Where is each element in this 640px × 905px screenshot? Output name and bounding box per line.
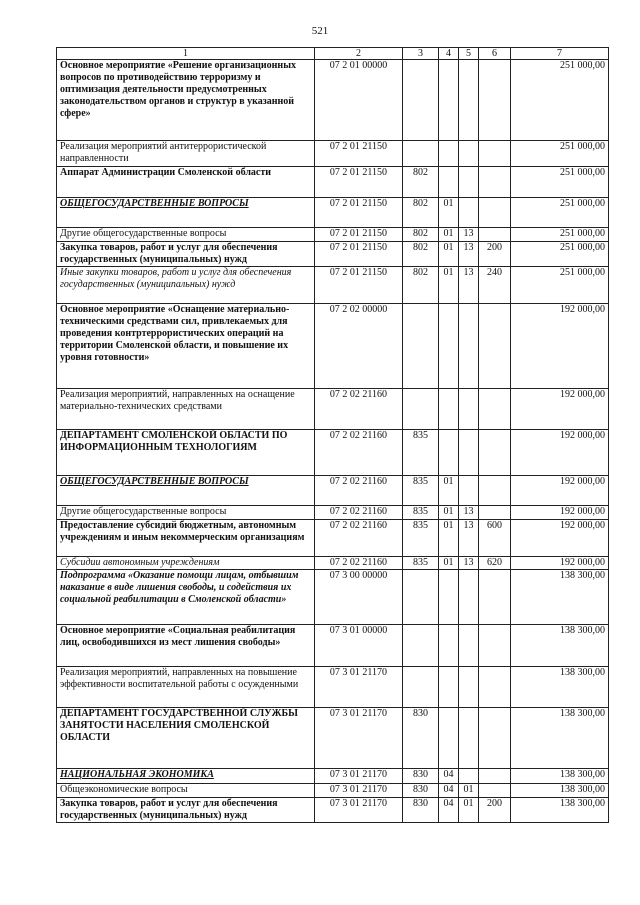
- amount: 138 300,00: [511, 798, 609, 823]
- row-name: ОБЩЕГОСУДАРСТВЕННЫЕ ВОПРОСЫ: [57, 476, 315, 506]
- table-row: [57, 667, 609, 708]
- column-number-row: [57, 48, 609, 60]
- table-row: [57, 198, 609, 228]
- target-article-code: 07 3 01 21170: [315, 667, 403, 708]
- department-code: 835: [403, 557, 439, 570]
- target-article-code: 07 2 02 21160: [315, 476, 403, 506]
- table-row: [57, 557, 609, 570]
- amount: 138 300,00: [511, 708, 609, 769]
- expense-type-code: [479, 141, 511, 167]
- subsection-code: [459, 304, 479, 389]
- department-code: [403, 667, 439, 708]
- target-article-code: 07 3 00 00000: [315, 570, 403, 625]
- department-code: 835: [403, 506, 439, 520]
- section-code: 01: [439, 267, 459, 304]
- column-number: 5: [459, 48, 479, 60]
- row-name: Основное мероприятие «Оснащение материально-техническими средствами сил, привлекаемых для проведения контртеррористических операций на территории Смоленской области, и повышение их уровня готовности»: [57, 304, 315, 389]
- table-row: [57, 784, 609, 798]
- target-article-code: 07 3 01 21170: [315, 769, 403, 784]
- expense-type-code: [479, 476, 511, 506]
- department-code: [403, 625, 439, 667]
- table-row: [57, 798, 609, 823]
- subsection-code: [459, 708, 479, 769]
- department-code: [403, 141, 439, 167]
- expense-type-code: [479, 430, 511, 476]
- row-name: Общеэкономические вопросы: [57, 784, 315, 798]
- table-row: [57, 520, 609, 557]
- table-row: [57, 304, 609, 389]
- department-code: 830: [403, 784, 439, 798]
- subsection-code: [459, 141, 479, 167]
- target-article-code: 07 3 01 21170: [315, 798, 403, 823]
- amount: 138 300,00: [511, 625, 609, 667]
- subsection-code: 01: [459, 784, 479, 798]
- section-code: 01: [439, 228, 459, 242]
- department-code: [403, 304, 439, 389]
- amount: 251 000,00: [511, 267, 609, 304]
- expense-type-code: 200: [479, 798, 511, 823]
- target-article-code: 07 2 02 21160: [315, 557, 403, 570]
- department-code: 830: [403, 708, 439, 769]
- section-code: 04: [439, 769, 459, 784]
- department-code: 830: [403, 798, 439, 823]
- subsection-code: 13: [459, 228, 479, 242]
- section-code: 01: [439, 476, 459, 506]
- column-number: 6: [479, 48, 511, 60]
- table-row: [57, 389, 609, 430]
- expense-type-code: [479, 506, 511, 520]
- department-code: 802: [403, 242, 439, 267]
- row-name: Реализация мероприятий антитеррористической направленности: [57, 141, 315, 167]
- row-name: Другие общегосударственные вопросы: [57, 506, 315, 520]
- row-name: ДЕПАРТАМЕНТ ГОСУДАРСТВЕННОЙ СЛУЖБЫ ЗАНЯТОСТИ НАСЕЛЕНИЯ СМОЛЕНСКОЙ ОБЛАСТИ: [57, 708, 315, 769]
- amount: 192 000,00: [511, 389, 609, 430]
- subsection-code: [459, 60, 479, 141]
- target-article-code: 07 2 01 21150: [315, 141, 403, 167]
- target-article-code: 07 2 01 21150: [315, 267, 403, 304]
- expense-type-code: 600: [479, 520, 511, 557]
- section-code: [439, 570, 459, 625]
- row-name: ДЕПАРТАМЕНТ СМОЛЕНСКОЙ ОБЛАСТИ ПО ИНФОРМАЦИОННЫМ ТЕХНОЛОГИЯМ: [57, 430, 315, 476]
- target-article-code: 07 3 01 00000: [315, 625, 403, 667]
- table-row: [57, 570, 609, 625]
- row-name: Подпрограмма «Оказание помощи лицам, отбывшим наказание в виде лишения свободы, и содействия их социальной реабилитации в Смоленской области»: [57, 570, 315, 625]
- column-number: 3: [403, 48, 439, 60]
- table-row: [57, 141, 609, 167]
- amount: 251 000,00: [511, 60, 609, 141]
- table-row: [57, 506, 609, 520]
- department-code: [403, 389, 439, 430]
- row-name: Другие общегосударственные вопросы: [57, 228, 315, 242]
- subsection-code: [459, 769, 479, 784]
- section-code: 04: [439, 784, 459, 798]
- row-name: НАЦИОНАЛЬНАЯ ЭКОНОМИКА: [57, 769, 315, 784]
- expense-type-code: [479, 625, 511, 667]
- department-code: 835: [403, 430, 439, 476]
- section-code: 01: [439, 557, 459, 570]
- column-number: 2: [315, 48, 403, 60]
- budget-table: [56, 47, 609, 823]
- expense-type-code: [479, 769, 511, 784]
- amount: 251 000,00: [511, 198, 609, 228]
- subsection-code: [459, 667, 479, 708]
- target-article-code: 07 2 01 00000: [315, 60, 403, 141]
- amount: 192 000,00: [511, 476, 609, 506]
- row-name: Аппарат Администрации Смоленской области: [57, 167, 315, 198]
- row-name: Закупка товаров, работ и услуг для обеспечения государственных (муниципальных) нужд: [57, 242, 315, 267]
- row-name: Основное мероприятие «Социальная реабилитация лиц, освободившихся из мест лишения свободы»: [57, 625, 315, 667]
- target-article-code: 07 2 01 21150: [315, 167, 403, 198]
- expense-type-code: 200: [479, 242, 511, 267]
- subsection-code: 13: [459, 506, 479, 520]
- department-code: 802: [403, 167, 439, 198]
- row-name: Субсидии автономным учреждениям: [57, 557, 315, 570]
- table-row: [57, 60, 609, 141]
- subsection-code: 13: [459, 520, 479, 557]
- expense-type-code: [479, 389, 511, 430]
- department-code: 802: [403, 198, 439, 228]
- row-name: Основное мероприятие «Решение организационных вопросов по противодействию терроризму и оптимизация деятельности предусмотренных законодательством органов и структур в указанной сфере»: [57, 60, 315, 141]
- amount: 251 000,00: [511, 141, 609, 167]
- target-article-code: 07 2 02 21160: [315, 520, 403, 557]
- section-code: [439, 304, 459, 389]
- subsection-code: [459, 625, 479, 667]
- section-code: [439, 60, 459, 141]
- target-article-code: 07 2 02 00000: [315, 304, 403, 389]
- department-code: 802: [403, 267, 439, 304]
- subsection-code: 13: [459, 267, 479, 304]
- expense-type-code: [479, 60, 511, 141]
- expense-type-code: [479, 198, 511, 228]
- department-code: 830: [403, 769, 439, 784]
- expense-type-code: [479, 667, 511, 708]
- table-row: [57, 228, 609, 242]
- amount: 138 300,00: [511, 570, 609, 625]
- subsection-code: [459, 476, 479, 506]
- amount: 192 000,00: [511, 304, 609, 389]
- table-row: [57, 430, 609, 476]
- expense-type-code: [479, 167, 511, 198]
- target-article-code: 07 2 02 21160: [315, 430, 403, 476]
- subsection-code: 01: [459, 798, 479, 823]
- table-body: [57, 60, 609, 823]
- section-code: [439, 167, 459, 198]
- table-row: [57, 769, 609, 784]
- row-name: Реализация мероприятий, направленных на повышение эффективности воспитательной работы с осужденными: [57, 667, 315, 708]
- target-article-code: 07 2 02 21160: [315, 506, 403, 520]
- amount: 138 300,00: [511, 667, 609, 708]
- row-name: Иные закупки товаров, работ и услуг для обеспечения государственных (муниципальных) нужд: [57, 267, 315, 304]
- table-row: [57, 267, 609, 304]
- row-name: Закупка товаров, работ и услуг для обеспечения государственных (муниципальных) нужд: [57, 798, 315, 823]
- section-code: 01: [439, 506, 459, 520]
- subsection-code: [459, 389, 479, 430]
- department-code: [403, 60, 439, 141]
- subsection-code: [459, 167, 479, 198]
- row-name: Реализация мероприятий, направленных на оснащение материально-технических средствами: [57, 389, 315, 430]
- row-name: ОБЩЕГОСУДАРСТВЕННЫЕ ВОПРОСЫ: [57, 198, 315, 228]
- target-article-code: 07 2 01 21150: [315, 242, 403, 267]
- amount: 251 000,00: [511, 228, 609, 242]
- subsection-code: 13: [459, 242, 479, 267]
- expense-type-code: [479, 570, 511, 625]
- department-code: [403, 570, 439, 625]
- department-code: 802: [403, 228, 439, 242]
- section-code: [439, 141, 459, 167]
- column-number: 4: [439, 48, 459, 60]
- subsection-code: [459, 198, 479, 228]
- amount: 138 300,00: [511, 784, 609, 798]
- row-name: Предоставление субсидий бюджетным, автономным учреждениям и иным некоммерческим организациям: [57, 520, 315, 557]
- amount: 192 000,00: [511, 430, 609, 476]
- section-code: [439, 430, 459, 476]
- department-code: 835: [403, 476, 439, 506]
- expense-type-code: [479, 304, 511, 389]
- expense-type-code: [479, 708, 511, 769]
- target-article-code: 07 2 01 21150: [315, 228, 403, 242]
- table-row: [57, 167, 609, 198]
- target-article-code: 07 3 01 21170: [315, 784, 403, 798]
- department-code: 835: [403, 520, 439, 557]
- section-code: [439, 708, 459, 769]
- section-code: [439, 667, 459, 708]
- expense-type-code: [479, 228, 511, 242]
- expense-type-code: [479, 784, 511, 798]
- subsection-code: [459, 570, 479, 625]
- target-article-code: 07 2 01 21150: [315, 198, 403, 228]
- section-code: [439, 389, 459, 430]
- expense-type-code: 240: [479, 267, 511, 304]
- target-article-code: 07 2 02 21160: [315, 389, 403, 430]
- expense-type-code: 620: [479, 557, 511, 570]
- table-row: [57, 625, 609, 667]
- target-article-code: 07 3 01 21170: [315, 708, 403, 769]
- section-code: 04: [439, 798, 459, 823]
- table-row: [57, 242, 609, 267]
- amount: 251 000,00: [511, 167, 609, 198]
- subsection-code: [459, 430, 479, 476]
- section-code: 01: [439, 198, 459, 228]
- subsection-code: 13: [459, 557, 479, 570]
- table-row: [57, 476, 609, 506]
- section-code: 01: [439, 242, 459, 267]
- section-code: 01: [439, 520, 459, 557]
- page-number: 521: [311, 25, 329, 37]
- column-number: 7: [511, 48, 609, 60]
- section-code: [439, 625, 459, 667]
- amount: 138 300,00: [511, 769, 609, 784]
- amount: 192 000,00: [511, 520, 609, 557]
- amount: 192 000,00: [511, 506, 609, 520]
- column-number: 1: [57, 48, 315, 60]
- amount: 251 000,00: [511, 242, 609, 267]
- amount: 192 000,00: [511, 557, 609, 570]
- table-row: [57, 708, 609, 769]
